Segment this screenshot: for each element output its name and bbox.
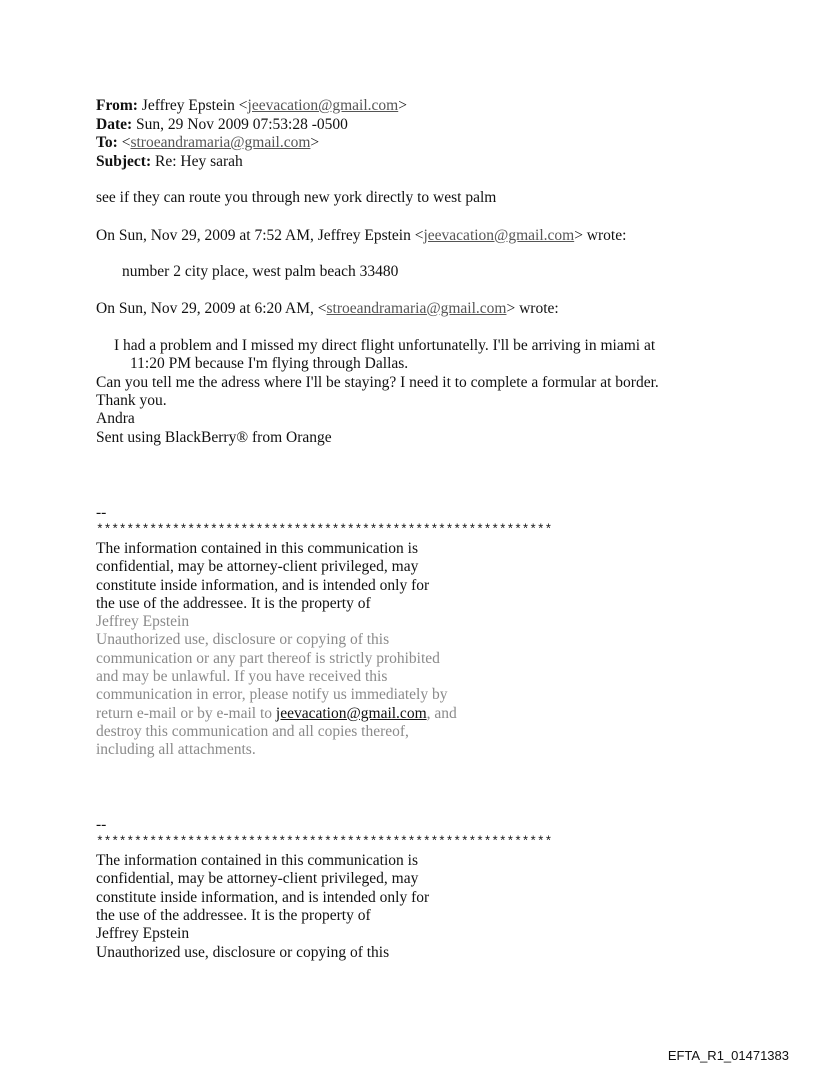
to-line — [96, 134, 407, 153]
from-label: From: — [96, 97, 138, 114]
from-email-link[interactable]: jeevacation@gmail.com — [247, 97, 399, 114]
disclaimer1-line4: the use of the addressee. It is the property of — [96, 595, 371, 612]
quote2-line5: Andra — [96, 410, 135, 427]
subject-label: Subject: — [96, 152, 152, 170]
disclaimer1-line6: Unauthorized use, disclosure or copying of this — [96, 631, 390, 648]
email-header — [96, 97, 407, 171]
from-close: > — [398, 97, 407, 114]
disclaimer2-line1: The information contained in this communication is — [96, 852, 418, 869]
reply-text: see if they can route you through new york directly to west palm — [96, 189, 497, 206]
from-line — [96, 97, 407, 116]
disclaimer2-dash: -- — [96, 816, 107, 833]
disclaimer1-email-link[interactable]: jeevacation@gmail.com — [275, 705, 427, 722]
disclaimer2-stars: ************************************************************ — [96, 834, 553, 849]
disclaimer1-line5: Jeffrey Epstein — [96, 613, 190, 630]
subject-value: Re: Hey sarah — [154, 152, 243, 170]
quote1-header — [96, 227, 626, 245]
quote2-line4: Thank you. — [96, 392, 167, 409]
to-close: > — [310, 134, 320, 151]
quote1-header-post: > wrote: — [574, 227, 627, 244]
disclaimer1-line11: destroy this communication and all copies thereof, — [96, 723, 409, 740]
quote2-header — [96, 300, 559, 318]
quote2-line2: 11:20 PM because I'm flying through Dallas. — [130, 355, 409, 372]
quote2-email-link[interactable]: stroeandramaria@gmail.com — [326, 300, 507, 317]
disclaimer1-dash: -- — [96, 504, 107, 521]
quote2-header-post: > wrote: — [506, 300, 559, 317]
disclaimer2-line4: the use of the addressee. It is the property of — [96, 907, 371, 924]
disclaimer2-line3: constitute inside information, and is intended only for — [96, 889, 430, 906]
date-line — [96, 116, 407, 135]
disclaimer1-line12: including all attachments. — [96, 741, 256, 758]
date-value: Sun, 29 Nov 2009 07:53:28 -0500 — [136, 115, 348, 133]
disclaimer1-line7: communication or any part thereof is strictly prohibited — [96, 650, 440, 667]
disclaimer1-line9: communication in error, please notify us immediately by — [96, 686, 448, 703]
disclaimer2-line6: Unauthorized use, disclosure or copying of this — [96, 944, 390, 961]
subject-line — [96, 153, 407, 172]
disclaimer2-line2: confidential, may be attorney-client privileged, may — [96, 870, 419, 887]
quote2-line6: Sent using BlackBerry® from Orange — [96, 429, 332, 446]
date-label: Date: — [96, 115, 133, 133]
to-label: To: — [96, 134, 118, 151]
disclaimer1-stars: ************************************************************ — [96, 522, 553, 537]
quote2-line1: I had a problem and I missed my direct flight unfortunatelly. I'll be arriving in miami at — [114, 337, 656, 354]
quote2-line3: Can you tell me the adress where I'll be staying? I need it to complete a formular at border. — [96, 374, 659, 391]
quote2-header-pre: On Sun, Nov 29, 2009 at 6:20 AM, < — [96, 300, 327, 317]
quote1-header-pre: On Sun, Nov 29, 2009 at 7:52 AM, Jeffrey Epstein < — [96, 227, 424, 244]
disclaimer1-line2: confidential, may be attorney-client privileged, may — [96, 558, 419, 575]
document-id: EFTA_R1_01471383 — [667, 1048, 789, 1063]
disclaimer1-line10-pre: return e-mail or by e-mail to — [96, 705, 276, 722]
quote1-text: number 2 city place, west palm beach 33480 — [122, 263, 399, 280]
disclaimer1-line1: The information contained in this communication is — [96, 540, 418, 557]
disclaimer1-line10-post: , and — [426, 705, 457, 722]
from-name: Jeffrey Epstein < — [141, 97, 248, 114]
to-email-link[interactable]: stroeandramaria@gmail.com — [130, 134, 311, 151]
disclaimer2-line5: Jeffrey Epstein — [96, 925, 190, 942]
disclaimer1-line8: and may be unlawful. If you have received this — [96, 668, 388, 685]
disclaimer1-line3: constitute inside information, and is intended only for — [96, 577, 430, 594]
to-open: < — [121, 134, 131, 151]
disclaimer1-line10 — [96, 705, 457, 723]
quote1-email-link[interactable]: jeevacation@gmail.com — [423, 227, 575, 244]
